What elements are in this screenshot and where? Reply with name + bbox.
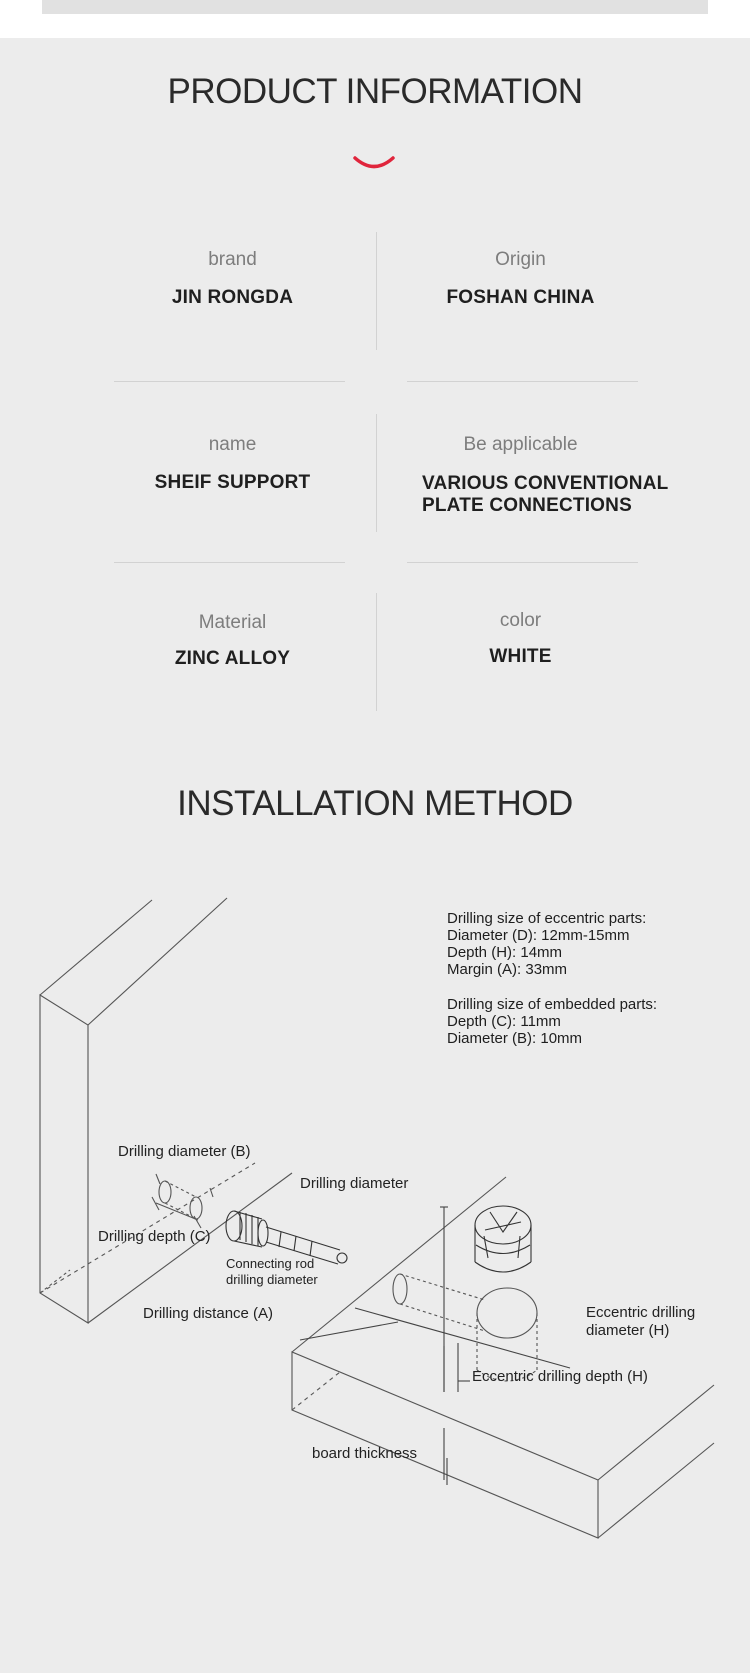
eccentric-spec-diameter: Diameter (D): 12mm-15mm xyxy=(447,927,630,944)
embedded-spec-heading: Drilling size of embedded parts: xyxy=(447,996,658,1013)
grid-divider-vertical-2 xyxy=(376,414,377,532)
product-info-title: PRODUCT INFORMATION xyxy=(167,72,583,111)
cam-lock xyxy=(475,1206,531,1272)
grid-divider-vertical-3 xyxy=(376,593,377,711)
installation-diagram xyxy=(0,838,750,1558)
grid-divider-horizontal-1b xyxy=(407,381,638,382)
label-drilling-diameter: Drilling diameter xyxy=(300,1175,409,1192)
origin-label: Origin xyxy=(495,249,546,270)
material-label: Material xyxy=(198,612,267,633)
installation-title: INSTALLATION METHOD xyxy=(177,784,573,823)
embedded-spec-depth: Depth (C): 11mm xyxy=(447,1013,561,1030)
embedded-hole xyxy=(152,1174,213,1228)
label-eccentric-diameter-1: Eccentric drilling xyxy=(586,1304,696,1321)
label-eccentric-depth: Eccentric drilling depth (H) xyxy=(472,1368,648,1385)
applicable-label: Be applicable xyxy=(463,434,578,455)
applicable-value xyxy=(422,473,722,517)
color-label: color xyxy=(499,610,542,631)
embedded-spec-diameter: Diameter (B): 10mm xyxy=(447,1030,583,1047)
smile-divider-icon xyxy=(352,155,396,171)
dimension-lines xyxy=(300,1207,570,1485)
brand-label: brand xyxy=(208,249,257,270)
eccentric-spec-heading: Drilling size of eccentric parts: xyxy=(447,910,647,927)
label-connecting-rod-2: drilling diameter xyxy=(226,1272,318,1287)
material-value: ZINC ALLOY xyxy=(174,648,291,669)
eccentric-spec-depth: Depth (H): 14mm xyxy=(447,944,563,961)
eccentric-spec-margin: Margin (A): 33mm xyxy=(447,961,568,978)
label-eccentric-diameter-2: diameter (H) xyxy=(586,1322,670,1339)
applicable-value-line-2: PLATE CONNECTIONS xyxy=(422,495,632,516)
top-strip xyxy=(42,0,708,14)
applicable-value-line-1: VARIOUS CONVENTIONAL xyxy=(422,473,669,494)
grid-divider-horizontal-2b xyxy=(407,562,638,563)
color-value: WHITE xyxy=(489,646,552,667)
name-value: SHEIF SUPPORT xyxy=(154,472,311,493)
label-drilling-depth-c: Drilling depth (C) xyxy=(98,1228,211,1245)
brand-value: JIN RONGDA xyxy=(171,287,294,308)
name-label: name xyxy=(208,434,257,455)
label-connecting-rod-1: Connecting rod xyxy=(226,1256,315,1271)
origin-value: FOSHAN CHINA xyxy=(446,287,595,308)
grid-divider-vertical-1 xyxy=(376,232,377,350)
grid-divider-horizontal-2a xyxy=(114,562,345,563)
label-board-thickness: board thickness xyxy=(312,1445,418,1462)
grid-divider-horizontal-1a xyxy=(114,381,345,382)
label-drilling-diameter-b: Drilling diameter (B) xyxy=(118,1143,251,1160)
label-drilling-distance-a: Drilling distance (A) xyxy=(143,1305,274,1322)
